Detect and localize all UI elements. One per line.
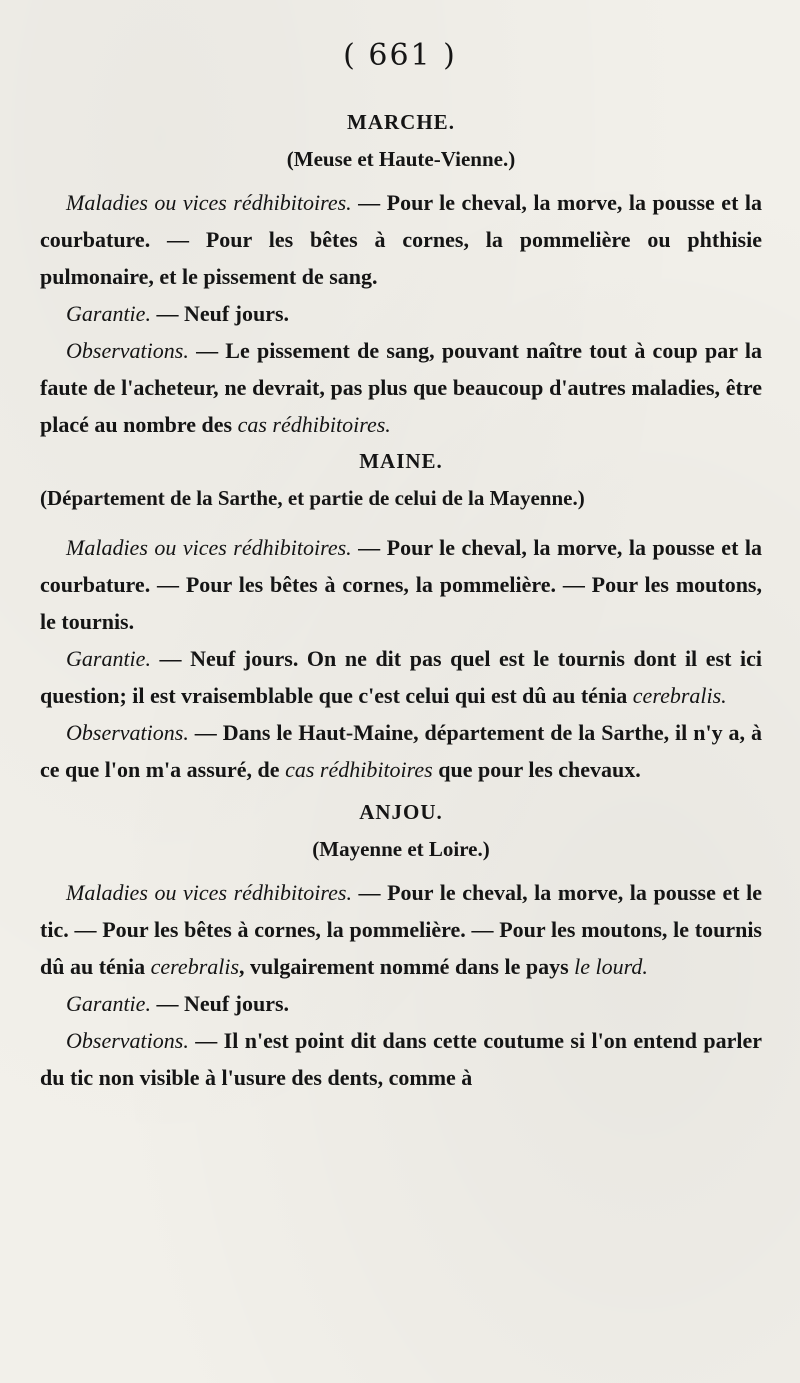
- section-anjou: [40, 794, 762, 1096]
- maladies-italic: cerebralis: [150, 954, 240, 979]
- maladies-paragraph: [40, 874, 762, 985]
- garantie-label: Garantie.: [66, 991, 151, 1016]
- maladies-italic-2: le lourd.: [574, 954, 648, 979]
- maladies-paragraph: [40, 184, 762, 295]
- observations-label: Observations.: [66, 338, 189, 363]
- garantie-text: — Neuf jours.: [150, 301, 290, 326]
- observations-italic: cas rédhibitoires: [285, 757, 433, 782]
- maladies-text: — Pour le cheval, la morve, la pousse et la courbature. — Pour les bêtes à cornes, la pommelière ou phthisie pulmonaire, et le pissement de sang.: [40, 190, 763, 289]
- section-subheading: (Mayenne et Loire.): [312, 837, 490, 861]
- observations-italic: cas rédhibitoires.: [237, 412, 391, 437]
- maladies-text: — Pour le cheval, la morve, la pousse et la courbature. — Pour les bêtes à cornes, la pommelière. — Pour les moutons, le tournis.: [40, 535, 763, 634]
- garantie-paragraph: [40, 985, 762, 1022]
- section-marche: [40, 104, 762, 443]
- observations-text: — Il n'est point dit dans cette coutume si l'on entend parler du tic non visible à l'usure des dents, comme à: [40, 1028, 762, 1090]
- garantie-text: — Neuf jours. On ne dit pas quel est le tournis dont il est ici question; il est vraisemblable que c'est celui qui est dû au ténia: [40, 646, 762, 708]
- section-subheading: (Département de la Sarthe, et partie de celui de la Mayenne.): [40, 486, 585, 510]
- maladies-label: Maladies ou vices rédhibitoires.: [66, 535, 352, 560]
- garantie-text: — Neuf jours.: [150, 991, 290, 1016]
- observations-label: Observations.: [66, 720, 189, 745]
- maladies-label: Maladies ou vices rédhibitoires.: [66, 880, 352, 905]
- garantie-paragraph: [40, 640, 762, 714]
- observations-paragraph: [40, 714, 762, 788]
- section-subheading: (Meuse et Haute-Vienne.): [286, 147, 516, 171]
- observations-text: — Dans le Haut-Maine, département de la Sarthe, il n'y a, à ce que l'on m'a assuré, de: [40, 720, 762, 782]
- garantie-italic: cerebralis.: [632, 683, 727, 708]
- maladies-tail: , vulgairement nommé dans le pays: [239, 954, 575, 979]
- observations-tail: que pour les chevaux.: [432, 757, 641, 782]
- garantie-paragraph: [40, 295, 762, 332]
- observations-paragraph: [40, 1022, 762, 1096]
- garantie-label: Garantie.: [66, 301, 151, 326]
- page-content: [40, 104, 762, 1096]
- garantie-label: Garantie.: [66, 646, 151, 671]
- maladies-label: Maladies ou vices rédhibitoires.: [66, 190, 352, 215]
- page-number: ( 661 ): [343, 38, 457, 73]
- maladies-paragraph: [40, 529, 762, 640]
- section-heading: MARCHE.: [347, 110, 455, 134]
- observations-paragraph: [40, 332, 762, 443]
- section-heading: MAINE.: [359, 449, 443, 473]
- section-maine: [40, 443, 762, 788]
- section-heading: ANJOU.: [359, 800, 443, 824]
- maladies-text: — Pour le cheval, la morve, la pousse et le tic. — Pour les bêtes à cornes, la pommelière. — Pour les moutons, le tournis dû au ténia: [40, 880, 762, 979]
- observations-label: Observations.: [66, 1028, 189, 1053]
- observations-text: — Le pissement de sang, pouvant naître tout à coup par la faute de l'acheteur, ne devrait, pas plus que beaucoup d'autres maladies, être placé au nombre des: [40, 338, 762, 437]
